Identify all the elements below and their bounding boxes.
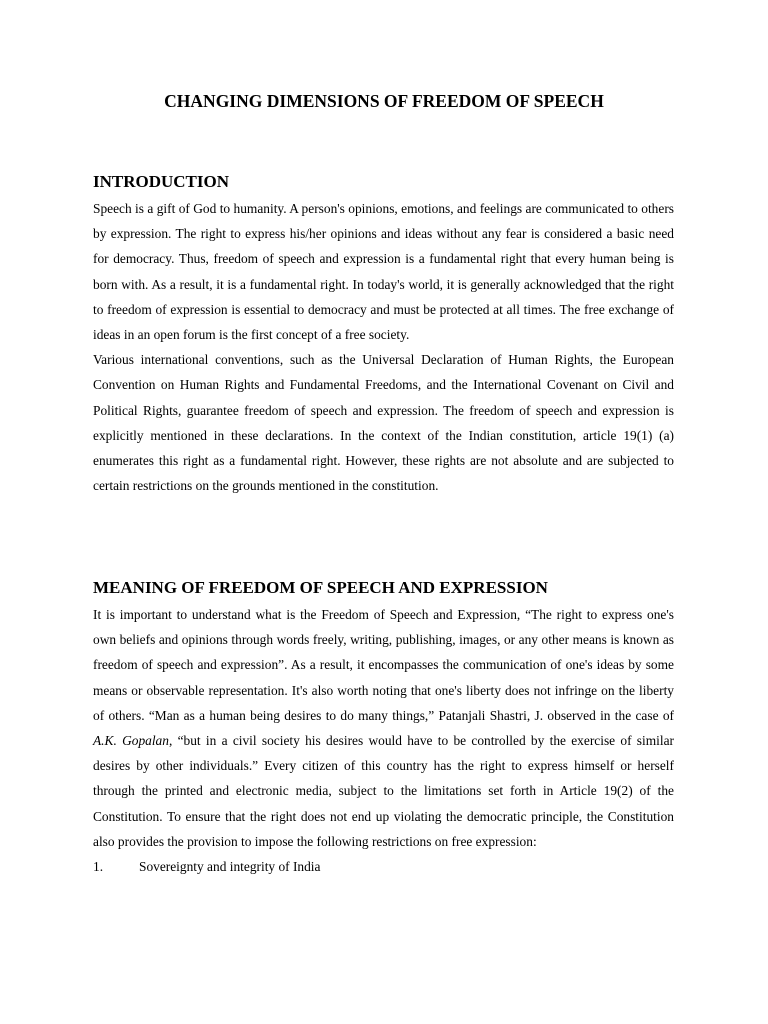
list-item-text: Sovereignty and integrity of India [139,859,321,875]
meaning-text-before-case: It is important to understand what is the Freedom of Speech and Expression, “The right to express one's own beliefs and opinions through words freely, writing, publishing, images, or any other means is known as freedom of speech and expression”. As a result, it encompasses the communication of one's ideas by some means or observable representation. It's also worth noting that one's liberty does not infringe on the liberty of others. “Man as a human being desires to do many things,” Patanjali Shastri, J. observed in the case of [93,607,674,723]
introduction-heading: INTRODUCTION [93,172,230,191]
case-name: A.K. Gopalan [93,733,169,749]
document-title: CHANGING DIMENSIONS OF FREEDOM OF SPEECH [164,91,604,111]
meaning-section [93,576,674,879]
introduction-paragraph-2: Various international conventions, such as the Universal Declaration of Human Rights, the European Convention on Human Rights and Fundamental Freedoms, and the International Covenant on Civil and Political Rights, guarantee freedom of speech and expression. The freedom of speech and expression is explicitly mentioned in these declarations. In the context of the Indian constitution, article 19(1) (a) enumerates this right as a fundamental right. However, these rights are not absolute and are subjected to certain restrictions on the grounds mentioned in the constitution. [93,352,674,494]
meaning-text-after-case: , “but in a civil society his desires would have to be controlled by the exercise of similar desires by other individuals.” Every citizen of this country has the right to express himself or herself through the printed and electronic media, subject to the limitations set forth in Article 19(2) of the Constitution. To ensure that the right does not end up violating the democratic principle, the Constitution also provides the provision to impose the following restrictions on free expression: [93,733,674,849]
restriction-list-item [93,854,674,879]
list-item-number: 1. [93,859,104,875]
meaning-paragraph [93,602,674,854]
introduction-section [93,170,674,498]
meaning-heading: MEANING OF FREEDOM OF SPEECH AND EXPRESSION [93,578,548,597]
introduction-paragraph-1: Speech is a gift of God to humanity. A person's opinions, emotions, and feelings are communicated to others by expression. The right to express his/her opinions and ideas without any fear is considered a basic need for democracy. Thus, freedom of speech and expression is a fundamental right that every human being is born with. As a result, it is a fundamental right. In today's world, it is generally acknowledged that the right to freedom of expression is essential to democracy and must be protected at all times. The free exchange of ideas in an open forum is the first concept of a free society. [93,201,674,343]
